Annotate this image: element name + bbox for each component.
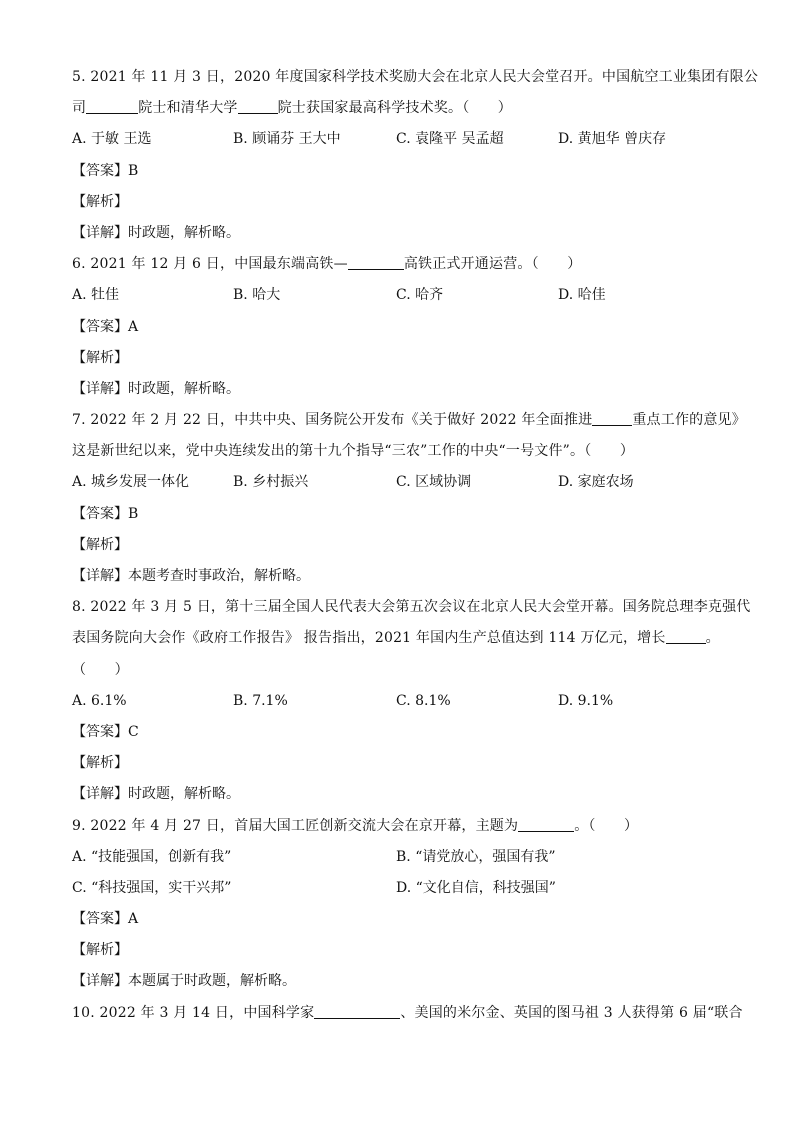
option-d: D. 哈佳 bbox=[558, 287, 606, 304]
question-stem: 这是新世纪以来，党中央连续发出的第十九个指导“三农”工作的中央“一号文件”。（ ） bbox=[72, 443, 635, 460]
question-6 bbox=[72, 249, 727, 405]
option-b: B. 乡村振兴 bbox=[233, 474, 309, 491]
option-b: B. 顾诵芬 王大中 bbox=[233, 131, 341, 148]
question-10 bbox=[72, 998, 743, 1029]
detail-line: 【详解】本题属于时政题，解析略。 bbox=[72, 973, 296, 990]
option-row bbox=[72, 686, 727, 717]
analysis-heading: 【解析】 bbox=[72, 536, 128, 553]
option-row bbox=[72, 467, 727, 498]
answer-blank bbox=[592, 411, 632, 426]
detail-line: 【详解】时政题，解析略。 bbox=[72, 380, 240, 397]
answer-line: 【答案】B bbox=[72, 162, 139, 179]
option-row bbox=[72, 873, 727, 904]
answer-blank bbox=[666, 629, 706, 644]
detail-line: 【详解】时政题，解析略。 bbox=[72, 786, 240, 803]
question-stem: 司 院士和清华大学 院士获国家最高科学技术奖。（ ） bbox=[72, 100, 513, 117]
question-9 bbox=[72, 811, 727, 998]
option-row bbox=[72, 280, 727, 311]
option-c: C. 袁隆平 吴孟超 bbox=[396, 131, 504, 148]
option-row bbox=[72, 124, 727, 155]
answer-line: 【答案】B bbox=[72, 505, 139, 522]
question-5 bbox=[72, 62, 759, 249]
answer-blank bbox=[518, 817, 574, 832]
question-stem: 表国务院向大会作《政府工作报告》 报告指出，2021 年国内生产总值达到 114 万亿元，增长 。 bbox=[72, 630, 720, 647]
option-a: A. “技能强国，创新有我” bbox=[72, 848, 232, 865]
question-stem: 9. 2022 年 4 月 27 日，首届大国工匠创新交流大会在京开幕，主题为 。（ ） bbox=[72, 817, 639, 834]
option-row bbox=[72, 842, 727, 873]
option-c: C. 区域协调 bbox=[396, 474, 472, 491]
answer-blank bbox=[348, 255, 404, 270]
analysis-heading: 【解析】 bbox=[72, 942, 128, 959]
option-c: C. 8.1% bbox=[396, 692, 451, 709]
answer-blank bbox=[86, 99, 138, 114]
answer-line: 【答案】C bbox=[72, 723, 139, 740]
option-b: B. 哈大 bbox=[233, 287, 281, 304]
option-a: A. 牡佳 bbox=[72, 287, 120, 304]
answer-line: 【答案】A bbox=[72, 318, 139, 335]
analysis-heading: 【解析】 bbox=[72, 755, 128, 772]
question-stem: 10. 2022 年 3 月 14 日，中国科学家 、美国的米尔金、英国的图马祖 3 人获得第 6 届“联合 bbox=[72, 1004, 743, 1021]
option-c: C. “科技强国，实干兴邦” bbox=[72, 879, 232, 896]
answer-line: 【答案】A bbox=[72, 911, 139, 928]
question-stem: 8. 2022 年 3 月 5 日，第十三届全国人民代表大会第五次会议在北京人民大会堂开幕。国务院总理李克强代 bbox=[72, 599, 751, 616]
question-stem: 5. 2021 年 11 月 3 日，2020 年度国家科学技术奖励大会在北京人民大会堂召开。中国航空工业集团有限公 bbox=[72, 69, 759, 85]
option-a: A. 于敏 王选 bbox=[72, 131, 152, 148]
option-a: A. 6.1% bbox=[72, 692, 127, 709]
option-d: D. 家庭农场 bbox=[558, 474, 634, 491]
answer-blank bbox=[238, 99, 278, 114]
option-d: D. 黄旭华 曾庆存 bbox=[558, 131, 667, 148]
question-8 bbox=[72, 592, 751, 810]
analysis-heading: 【解析】 bbox=[72, 193, 128, 210]
question-stem: （ ） bbox=[72, 661, 129, 678]
question-stem: 7. 2022 年 2 月 22 日，中共中央、国务院公开发布《关于做好 2022 年全面推进 重点工作的意见》 bbox=[72, 412, 746, 429]
option-b: B. “请党放心，强国有我” bbox=[396, 848, 556, 865]
detail-line: 【详解】时政题，解析略。 bbox=[72, 224, 240, 241]
question-7 bbox=[72, 405, 746, 592]
answer-blank bbox=[314, 1004, 400, 1019]
question-stem: 6. 2021 年 12 月 6 日，中国最东端高铁— 高铁正式开通运营。（ ） bbox=[72, 256, 582, 273]
exam-page bbox=[72, 62, 759, 1029]
option-d: D. 9.1% bbox=[558, 692, 614, 709]
detail-line: 【详解】本题考查时事政治，解析略。 bbox=[72, 568, 310, 584]
option-a: A. 城乡发展一体化 bbox=[72, 474, 190, 491]
option-d: D. “文化自信，科技强国” bbox=[396, 879, 556, 896]
option-c: C. 哈齐 bbox=[396, 287, 444, 304]
option-b: B. 7.1% bbox=[233, 692, 288, 709]
analysis-heading: 【解析】 bbox=[72, 349, 128, 366]
